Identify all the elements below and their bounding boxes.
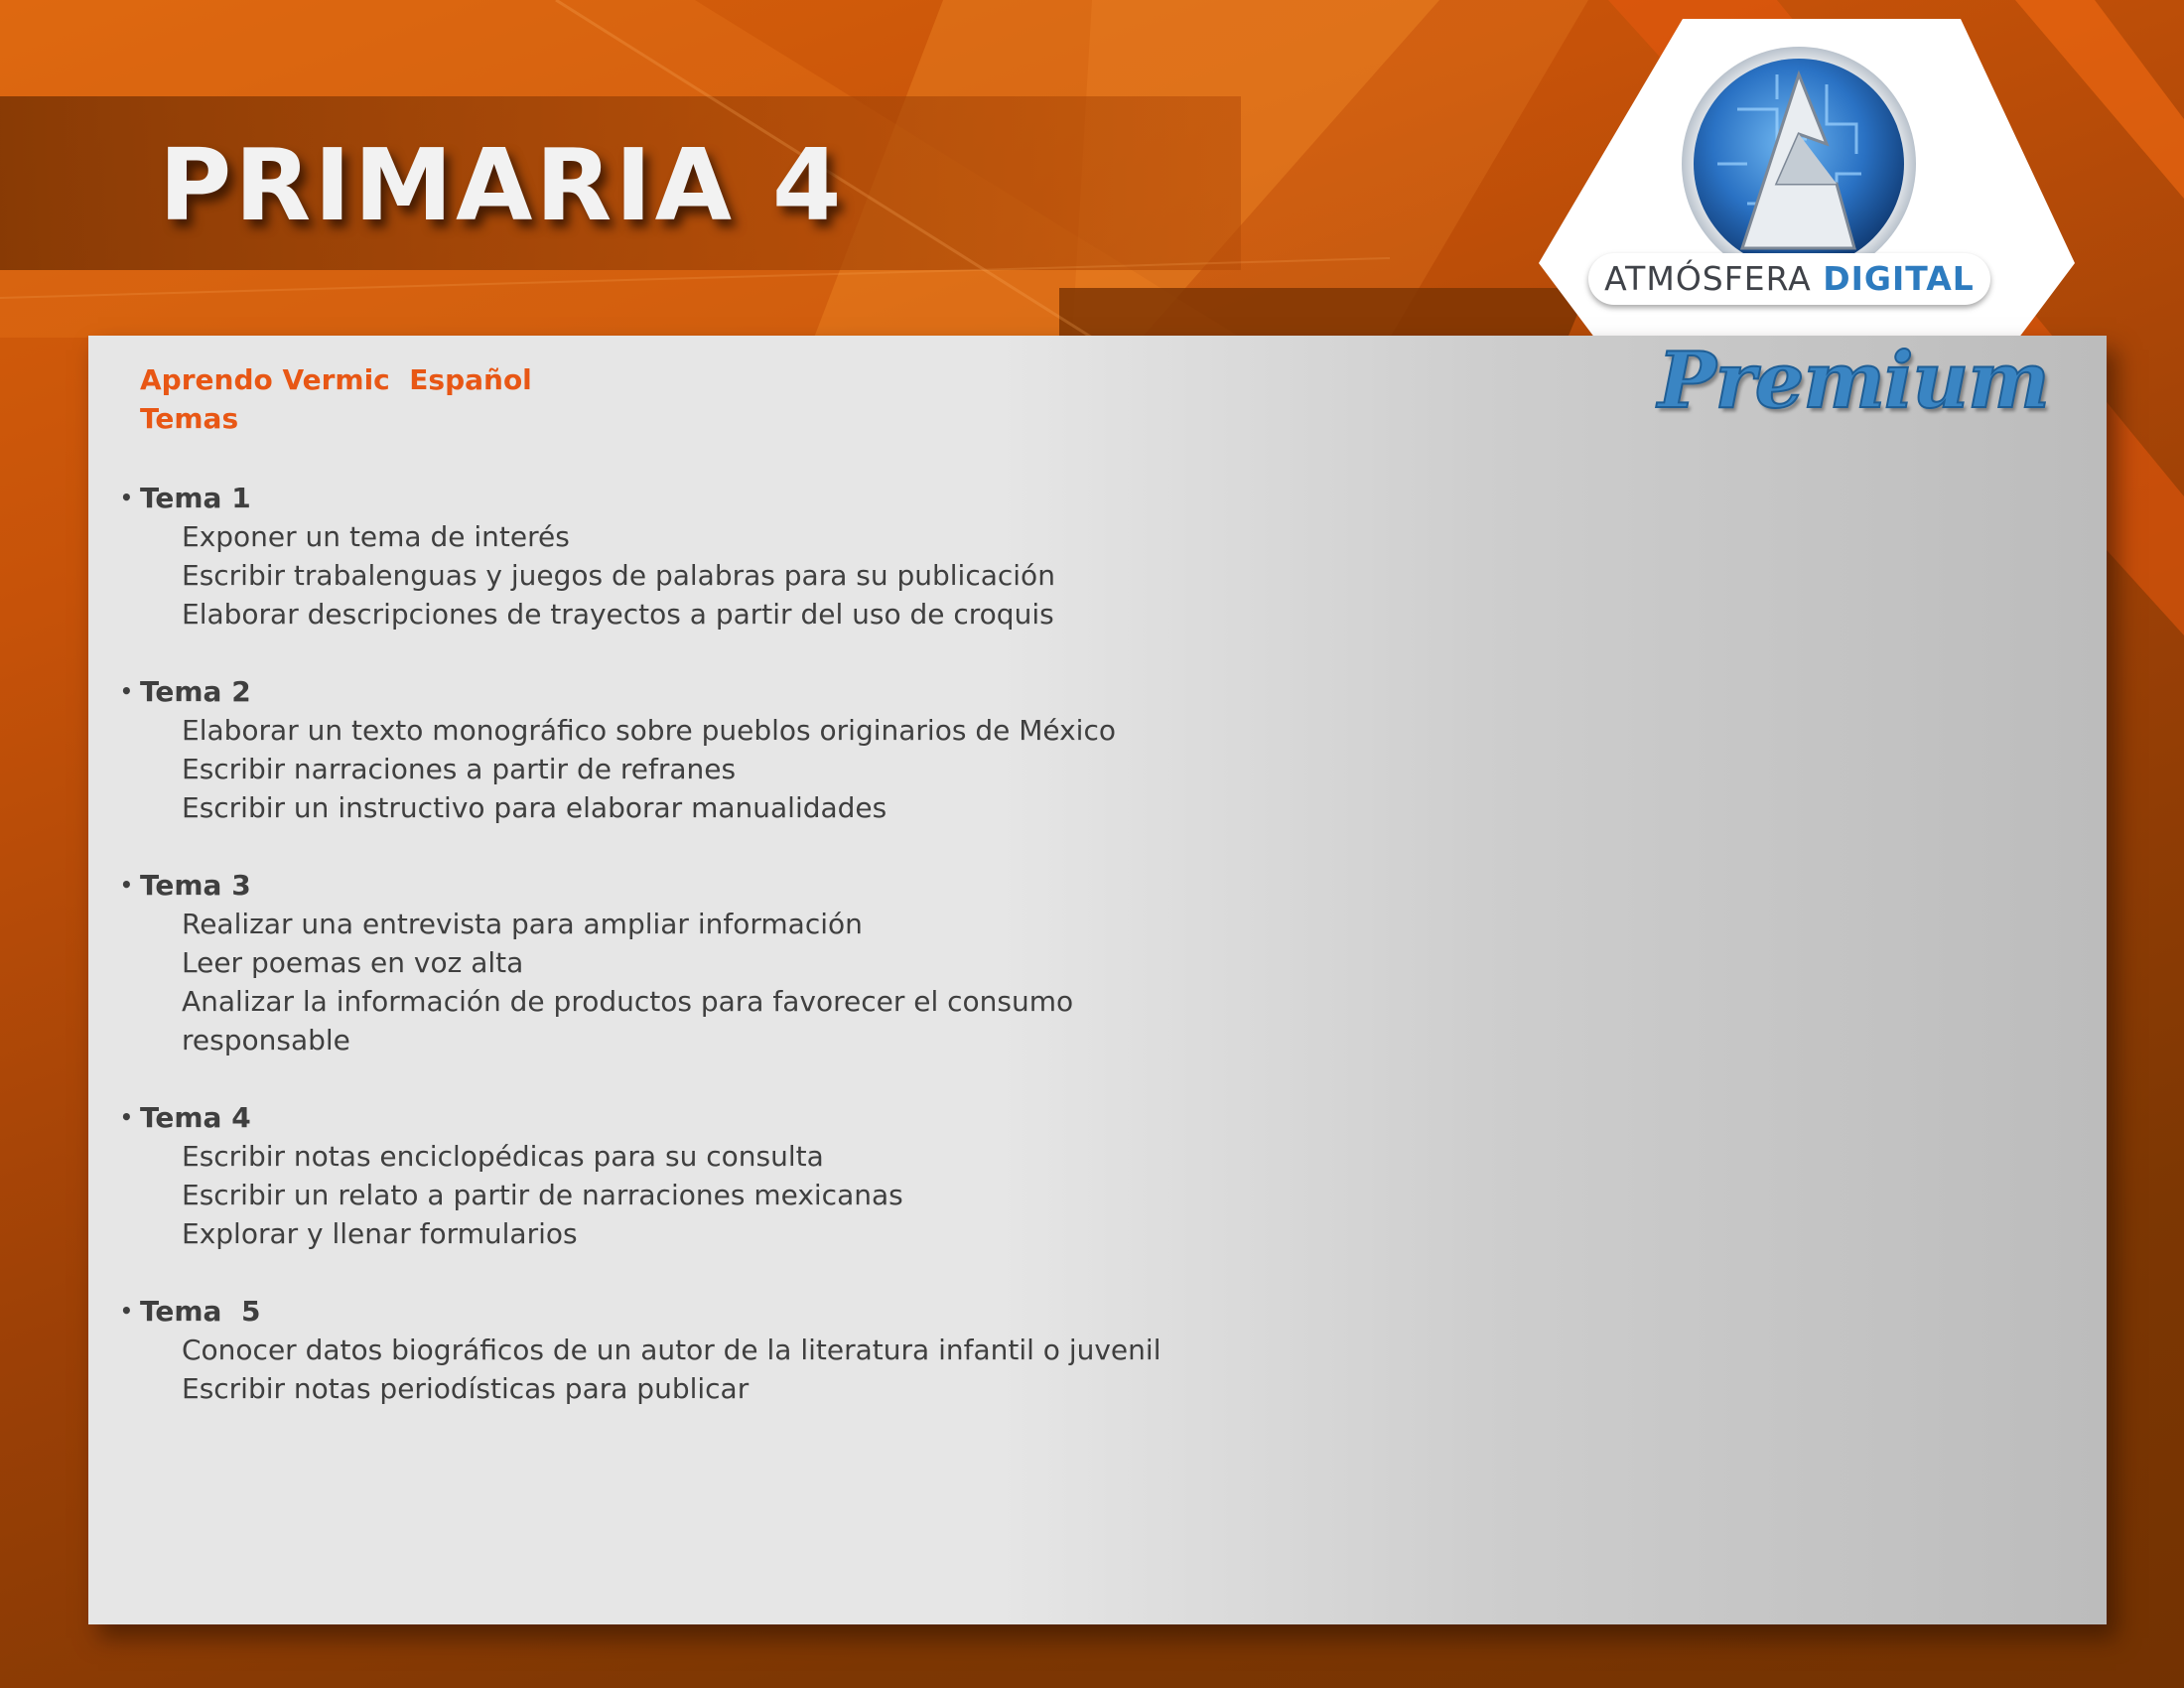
topic-item: Leer poemas en voz alta	[182, 946, 524, 979]
brand-word-digital: DIGITAL	[1823, 259, 1975, 298]
topic-heading: Tema 4	[140, 1101, 251, 1134]
book-title: Aprendo Vermic Español	[140, 363, 532, 396]
topic-4	[120, 1098, 1172, 1253]
bullet-icon: •	[120, 679, 133, 703]
topic-3	[120, 866, 1172, 1059]
topic-item: Escribir trabalenguas y juegos de palabras para su publicación	[182, 559, 1055, 592]
topic-item: Escribir un relato a partir de narraciones mexicanas	[182, 1179, 903, 1211]
brand-word-atmosfera: ATMÓSFERA	[1604, 259, 1812, 298]
topic-heading: Tema 5	[140, 1295, 261, 1328]
globe-icon	[1694, 59, 1904, 269]
topic-item: Escribir un instructivo para elaborar manualidades	[182, 791, 887, 824]
bullet-icon: •	[120, 1105, 133, 1129]
topic-list	[120, 479, 1172, 1447]
topic-item: Elaborar un texto monográfico sobre pueblos originarios de México	[182, 714, 1116, 747]
topic-heading: Tema 1	[140, 482, 251, 514]
topic-5	[120, 1292, 1172, 1408]
topic-item: Explorar y llenar formularios	[182, 1217, 578, 1250]
topic-item: Escribir narraciones a partir de refranes	[182, 753, 737, 785]
brand-name	[1588, 253, 1990, 305]
topic-heading: Tema 2	[140, 675, 251, 708]
topic-item: Conocer datos biográficos de un autor de la literatura infantil o juvenil	[182, 1334, 1161, 1366]
topic-item: Analizar la información de productos para favorecer el consumo responsable	[182, 985, 1074, 1056]
topic-item: Realizar una entrevista para ampliar información	[182, 908, 863, 940]
bullet-icon: •	[120, 1299, 133, 1323]
topic-1	[120, 479, 1172, 633]
topic-item: Escribir notas enciclopédicas para su consulta	[182, 1140, 824, 1173]
bullet-icon: •	[120, 486, 133, 509]
bullet-icon: •	[120, 873, 133, 897]
topic-item: Exponer un tema de interés	[182, 520, 570, 553]
topic-item: Escribir notas periodísticas para publicar	[182, 1372, 750, 1405]
premium-badge: Premium	[1658, 336, 2049, 426]
page-title: PRIMARIA 4	[159, 127, 845, 243]
topic-item: Elaborar descripciones de trayectos a partir del uso de croquis	[182, 598, 1054, 631]
topic-heading: Tema 3	[140, 869, 251, 902]
topic-2	[120, 672, 1172, 827]
section-title: Temas	[140, 402, 239, 435]
